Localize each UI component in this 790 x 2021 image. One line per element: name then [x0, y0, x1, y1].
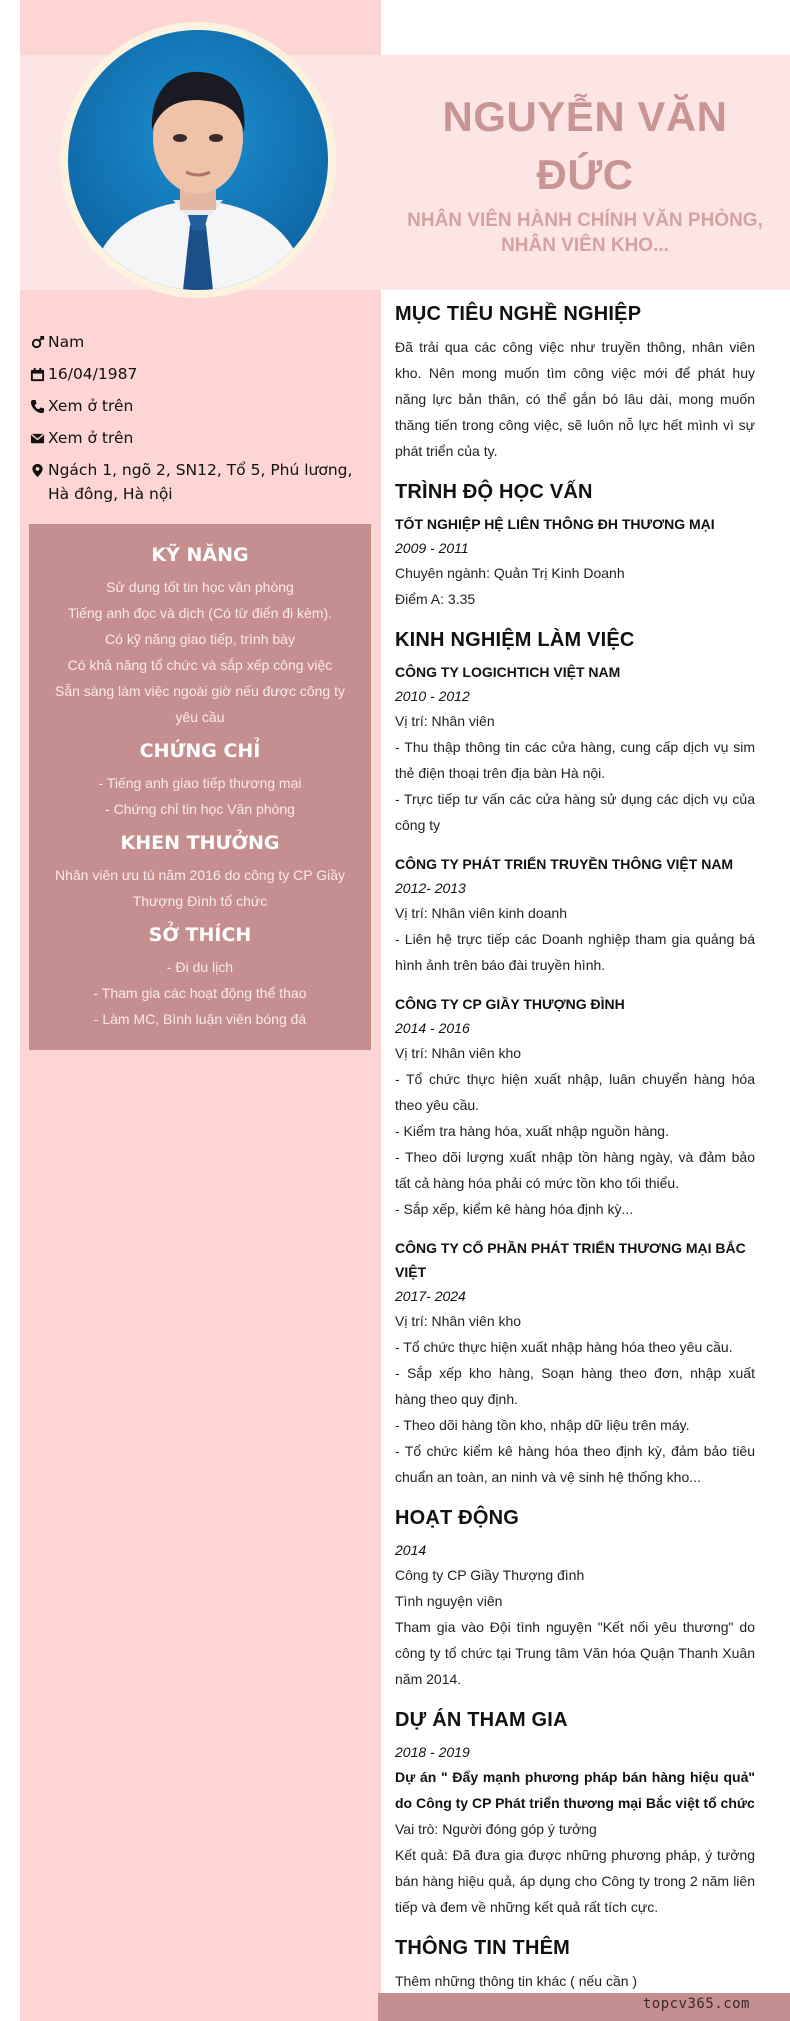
main-column [395, 300, 755, 2008]
activities-title: HOẠT ĐỘNG [395, 1507, 520, 1529]
job-period: 2017- 2024 [395, 1288, 466, 1304]
job-line: - Kiểm tra hàng hóa, xuất nhập nguồn hàng. [395, 1123, 669, 1139]
job-period: 2014 - 2016 [395, 1020, 470, 1036]
job-line: - Theo dõi hàng tồn kho, nhập dữ liệu trên máy. [395, 1417, 690, 1433]
award-item: Nhân viên ưu tú năm 2016 do công ty CP Giầy Thượng Đình tổ chức [54, 867, 346, 909]
sidebar-box [29, 524, 371, 1050]
hobbies-section [53, 922, 347, 1032]
location-pin-icon [30, 458, 48, 482]
contact-text: Xem ở trên [48, 397, 134, 415]
certificates-title: CHỨNG CHỈ [139, 740, 261, 762]
project-role: Vai trò: Người đóng góp ý tưởng [395, 1821, 597, 1837]
job-line: - Trực tiếp tư vấn các cửa hàng sử dụng các dịch vụ của công ty [395, 791, 755, 833]
job-company: CÔNG TY LOGICHTICH VIỆT NAM [395, 664, 621, 680]
hobbies-title: SỞ THÍCH [148, 924, 252, 946]
activity-period: 2014 [395, 1542, 427, 1558]
awards-section [53, 830, 347, 914]
awards-title: KHEN THƯỞNG [120, 832, 280, 854]
contact-text: Nam [48, 333, 85, 351]
experience-section [395, 626, 755, 1490]
job-period: 2010 - 2012 [395, 688, 470, 704]
certificates-section [53, 738, 347, 822]
job-line: - Tổ chức thực hiện xuất nhập hàng hóa theo yêu cầu. [395, 1339, 733, 1355]
envelope-icon [30, 426, 48, 450]
job-line: - Sắp xếp kho hàng, Soạn hàng theo đơn, nhập xuất hàng theo quy định. [395, 1365, 755, 1407]
job-line: - Liên hệ trực tiếp các Doanh nghiệp tham gia quảng bá hình ảnh trên báo đài truyền hình. [395, 931, 755, 973]
objective-text: Đã trải qua các công việc như truyền thông, nhân viên kho. Nên mong muốn tìm công việc mới để phát huy năng lực bản thân, có thể gắn bó lâu dài, mong muốn thăng tiến trong công việc, sẽ luôn nỗ lực hết mình vì sự phát triển của ty. [395, 339, 755, 459]
calendar-icon [30, 362, 48, 386]
hobby-item: - Làm MC, Bình luận viên bóng đá [93, 1011, 307, 1027]
job-line: - Thu thập thông tin các cửa hàng, cung cấp dịch vụ sim thẻ điện thoại trên địa bàn Hà nội. [395, 739, 755, 781]
job-line: - Tổ chức thực hiện xuất nhập, luân chuyển hàng hóa theo yêu cầu. [395, 1071, 755, 1113]
certificate-item: - Tiếng anh giao tiếp thương mại [98, 775, 302, 791]
job-line: Vị trí: Nhân viên kho [395, 1045, 522, 1061]
job-line: - Sắp xếp, kiểm kê hàng hóa định kỳ... [395, 1201, 634, 1217]
education-major: Chuyên ngành: Quản Trị Kinh Doanh [395, 565, 625, 581]
contact-gender [30, 330, 375, 354]
education-period: 2009 - 2011 [395, 540, 469, 556]
job-entry [395, 660, 755, 838]
job-entry [395, 1236, 755, 1490]
footer-bar [378, 1993, 790, 2021]
activity-desc: Tham gia vào Đội tình nguyện "Kết nối yêu thương" do công ty tổ chức tại Trung tâm Văn hóa Quận Thanh Xuân năm 2014. [395, 1619, 755, 1687]
avatar [68, 30, 328, 290]
contact-text: Xem ở trên [48, 429, 134, 447]
gender-icon [30, 330, 48, 354]
avatar-photo [68, 30, 328, 290]
job-entry [395, 992, 755, 1222]
projects-title: DỰ ÁN THAM GIA [395, 1709, 568, 1731]
hobby-item: - Đi du lịch [166, 959, 234, 975]
job-period: 2012- 2013 [395, 880, 466, 896]
project-period: 2018 - 2019 [395, 1744, 470, 1760]
contact-phone [30, 394, 375, 418]
activity-role: Tình nguyện viên [395, 1593, 503, 1609]
extra-title: THÔNG TIN THÊM [395, 1937, 571, 1959]
job-company: CÔNG TY PHÁT TRIỂN TRUYỀN THÔNG VIỆT NAM [395, 856, 734, 872]
footer-brand[interactable]: topcv365.com [642, 1996, 750, 2012]
skill-item: Có khả năng tổ chức và sắp xếp công việc [67, 657, 333, 673]
hobby-item: - Tham gia các hoạt động thể thao [93, 985, 307, 1001]
phone-icon [30, 394, 48, 418]
education-title: TRÌNH ĐỘ HỌC VẤN [395, 481, 593, 503]
job-line: Vị trí: Nhân viên kho [395, 1313, 522, 1329]
skill-item: Sử dụng tốt tin học văn phòng [106, 579, 294, 595]
education-score: Điểm A: 3.35 [395, 591, 476, 607]
contact-address [30, 458, 375, 506]
extra-text: Thêm những thông tin khác ( nếu cần ) [395, 1973, 638, 1989]
activities-section [395, 1504, 755, 1692]
contact-list [30, 330, 375, 514]
objective-section [395, 300, 755, 464]
job-line: Vị trí: Nhân viên [395, 713, 495, 729]
contact-text: 16/04/1987 [48, 365, 138, 383]
activity-org: Công ty CP Giầy Thượng đình [395, 1567, 585, 1583]
job-line: Vị trí: Nhân viên kinh doanh [395, 905, 567, 921]
contact-birthday [30, 362, 375, 386]
project-result: Kết quả: Đã đưa gia được những phương pháp, ý tưởng bán hàng hiệu quả, áp dụng cho Công ty trong 2 năm liên tiếp và đem về những kết quả rất tích cực. [395, 1847, 755, 1915]
candidate-name: NGUYỄN VĂN ĐỨC [442, 93, 728, 198]
skills-section [53, 542, 347, 730]
experience-title: KINH NGHIỆM LÀM VIỆC [395, 629, 635, 651]
projects-section [395, 1706, 755, 1920]
job-entry [395, 852, 755, 978]
skill-item: Tiếng anh đọc và dịch (Có từ điển đi kèm). [67, 605, 333, 621]
extra-section [395, 1934, 755, 1994]
education-section [395, 478, 755, 612]
job-company: CÔNG TY CỔ PHẦN PHÁT TRIỂN THƯƠNG MẠI BẮC VIỆT [395, 1240, 746, 1280]
job-company: CÔNG TY CP GIẦY THƯỢNG ĐÌNH [395, 996, 625, 1012]
certificate-item: - Chứng chỉ tin học Văn phòng [105, 801, 295, 817]
objective-title: MỤC TIÊU NGHỀ NGHIỆP [395, 303, 642, 325]
skills-title: KỸ NĂNG [151, 544, 249, 566]
contact-text: Ngách 1, ngõ 2, SN12, Tổ 5, Phú lương, Hà đông, Hà nội [48, 461, 353, 503]
job-title: NHÂN VIÊN HÀNH CHÍNH VĂN PHÒNG, NHÂN VIÊN KHO... [407, 210, 763, 256]
education-school: TỐT NGHIỆP HỆ LIÊN THÔNG ĐH THƯƠNG MẠI [395, 516, 715, 532]
skill-item: Sẵn sàng làm việc ngoài giờ nếu được công ty yêu cầu [54, 683, 345, 725]
project-name: Dự án " Đẩy mạnh phương pháp bán hàng hiệu quả" do Công ty CP Phát triển thương mại Bắc việt tổ chức [395, 1769, 755, 1811]
contact-email [30, 426, 375, 450]
job-line: - Theo dõi lượng xuất nhập tồn hàng ngày, và đảm bảo tất cả hàng hóa phải có mức tồn kho tối thiểu. [395, 1149, 755, 1191]
job-line: - Tổ chức kiểm kê hàng hóa theo định kỳ, đảm bảo tiêu chuẩn an toàn, an ninh và vệ sinh hệ thống kho... [395, 1443, 755, 1485]
skill-item: Có kỹ năng giao tiếp, trình bày [105, 631, 295, 647]
